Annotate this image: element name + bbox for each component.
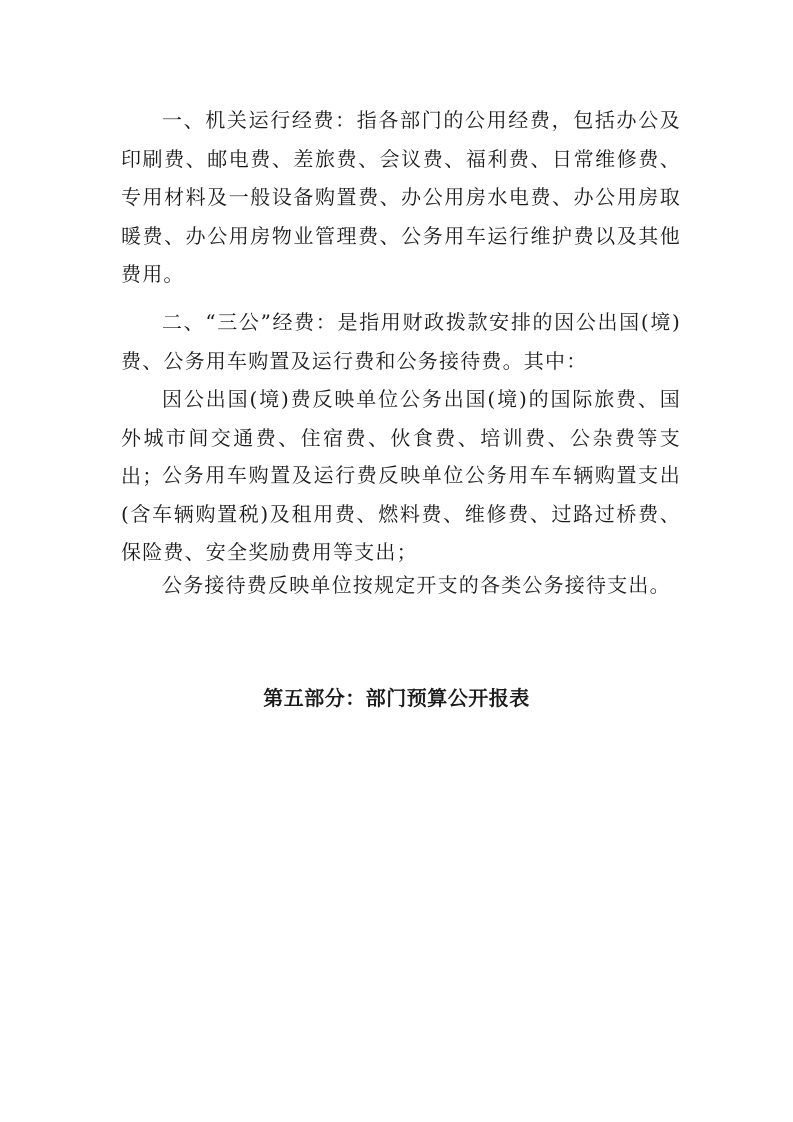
paragraph-reception-expenses [121,566,681,605]
paragraph-text: 一、机关运行经费：指各部门的公用经费，包括办公及印刷费、邮电费、差旅费、会议费、福利费、日常维修费、专用材料及一般设备购置费、办公用房水电费、办公用房取暖费、办公用房物业管理费、公务用车运行维护费以及其他费用。 [121,108,681,287]
paragraph-vehicle-expenses [121,456,681,572]
paragraph-three-public-expenses [121,303,681,380]
paragraph-text: 公务用车购置及运行费反映单位公务用车车辆购置支出(含车辆购置税)及租用费、燃料费、维修费、过路过桥费、保险费、安全奖励费用等支出； [121,463,681,565]
paragraph-text: 二、“三公”经费：是指用财政拨款安排的因公出国(境)费、公务用车购置及运行费和公务接待费。其中： [121,310,681,373]
paragraph-text: 因公出国(境)费反映单位公务出国(境)的国际旅费、国外城市间交通费、住宿费、伙食费、培训费、公杂费等支出； [121,387,681,489]
paragraph-operating-expenses [121,101,681,294]
paragraph-text: 公务接待费反映单位按规定开支的各类公务接待支出。 [162,573,671,597]
section-heading: 第五部分：部门预算公开报表 [263,686,530,710]
